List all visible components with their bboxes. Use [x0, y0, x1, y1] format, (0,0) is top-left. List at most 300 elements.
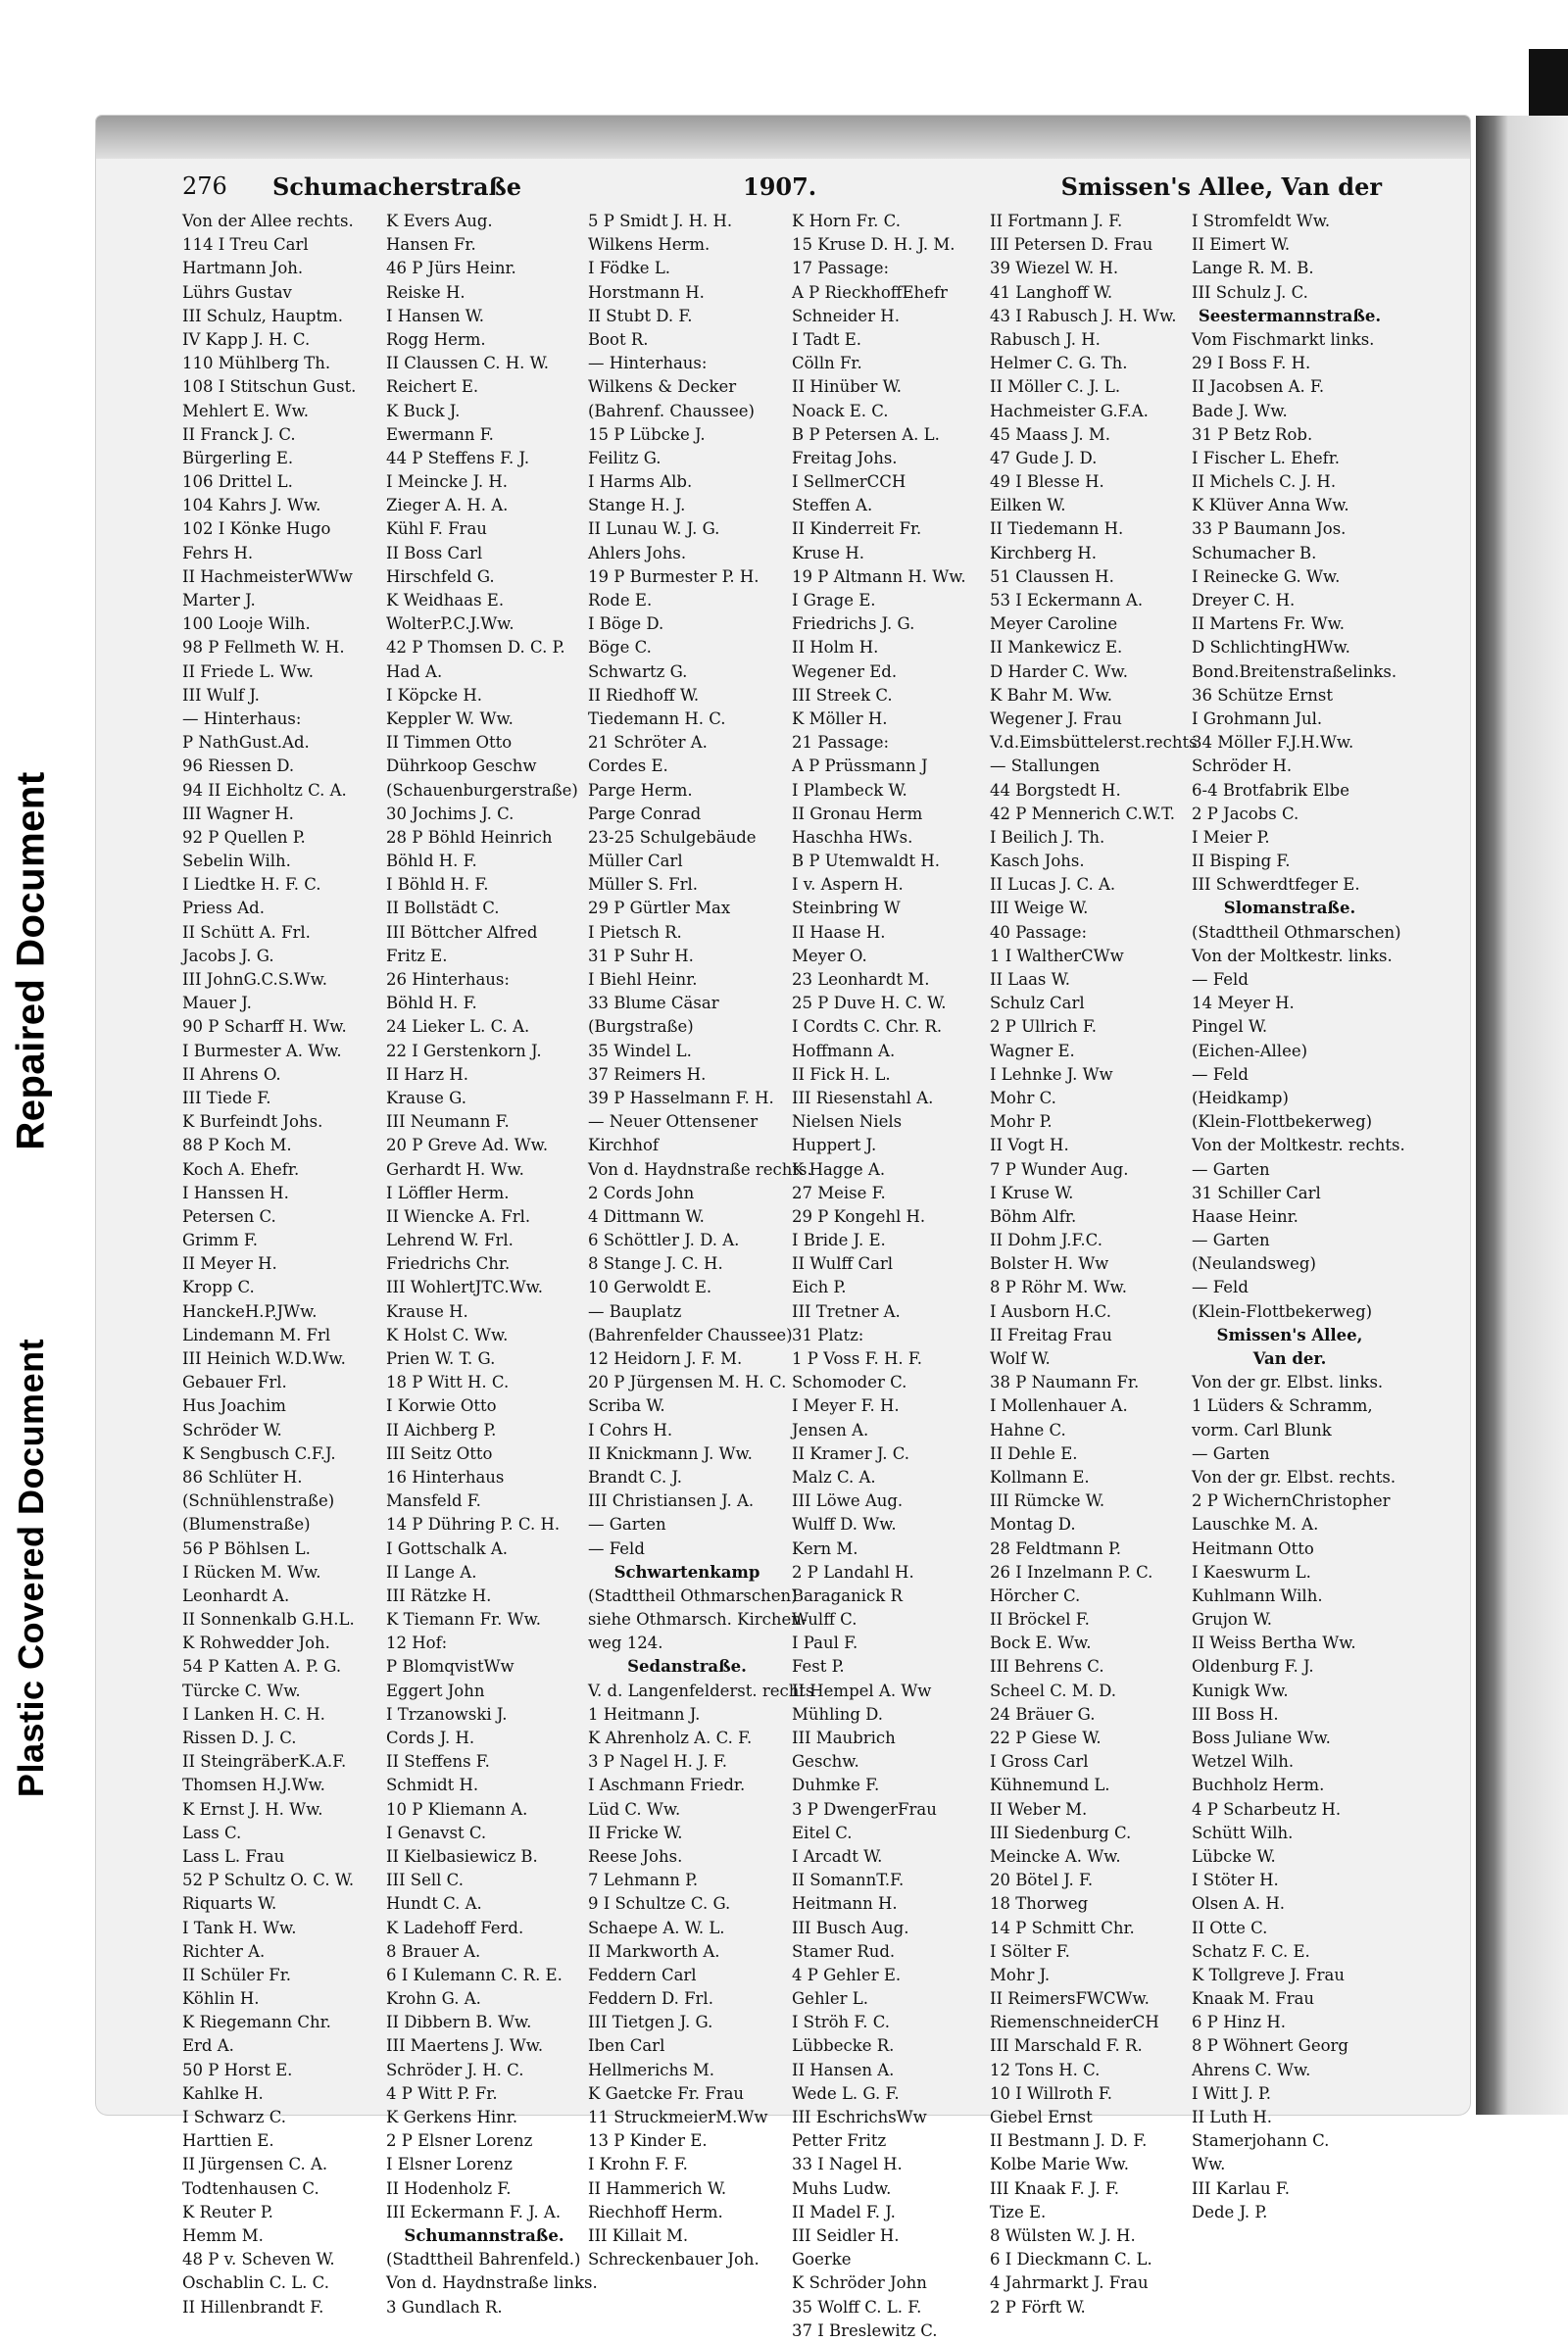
directory-entry: III Siedenburg C.: [990, 1823, 1132, 1842]
directory-entry: Keppler W. Ww.: [386, 708, 514, 728]
directory-entry: 98 P Fellmeth W. H.: [182, 638, 345, 658]
directory-entry: 54 P Katten A. P. G.: [182, 1657, 342, 1677]
directory-entry: I Reinecke G. Ww.: [1192, 566, 1341, 586]
directory-entry: Scheel C. M. D.: [990, 1681, 1117, 1700]
directory-entry: I Böge D.: [588, 614, 664, 634]
directory-entry: — Garten: [1192, 1443, 1270, 1463]
directory-entry: K Weidhaas E.: [386, 591, 505, 610]
directory-entry: I Beilich J. Th.: [990, 827, 1105, 847]
directory-entry: I Plambeck W.: [792, 780, 907, 800]
directory-entry: II Holm H.: [792, 638, 879, 658]
right-street-title: Smissen's Allee, Van der: [1060, 172, 1382, 201]
directory-entry: P NathGust.Ad.: [182, 733, 310, 753]
directory-entry: II Lucas J. C. A.: [990, 875, 1116, 895]
directory-entry: I Gottschalk A.: [386, 1538, 508, 1558]
directory-entry: 33 I Nagel H.: [792, 2155, 903, 2174]
directory-entry: IV Kapp J. H. C.: [182, 329, 311, 349]
directory-entry: 114 I Treu Carl: [182, 235, 309, 255]
directory-entry: 27 Meise F.: [792, 1183, 886, 1202]
directory-entry: Krohn G. A.: [386, 1989, 481, 2009]
directory-column-4: [792, 210, 984, 2340]
directory-entry: II Franck J. C.: [182, 424, 296, 444]
directory-entry: 15 P Lübcke J.: [588, 424, 706, 444]
directory-entry: Steffen A.: [792, 496, 873, 515]
directory-entry: Lass L. Frau: [182, 1846, 285, 1866]
directory-entry: weg 124.: [588, 1634, 663, 1653]
directory-entry: Wulff C.: [792, 1610, 858, 1630]
left-street-title: Schumacherstraße: [272, 172, 522, 201]
directory-entry: Baraganick R: [792, 1586, 903, 1605]
directory-entry: — Hinterhaus:: [182, 708, 302, 728]
directory-entry: (Stadttheil Bahrenfeld.): [386, 2250, 581, 2270]
directory-entry: 26 Hinterhaus:: [386, 970, 510, 989]
directory-entry: Meyer O.: [792, 946, 867, 965]
directory-entry: II Madel F. J.: [792, 2202, 896, 2221]
directory-entry: 44 Borgstedt H.: [990, 780, 1121, 800]
directory-entry: Hachmeister G.F.A.: [990, 401, 1149, 420]
directory-entry: 45 Maass J. M.: [990, 424, 1110, 444]
directory-entry: Geschw.: [792, 1752, 859, 1772]
directory-entry: 1 Heitmann J.: [588, 1704, 701, 1724]
directory-entry: 35 Wolff C. L. F.: [792, 2297, 922, 2317]
directory-entry: Nielsen Niels: [792, 1112, 903, 1132]
directory-entry: Boss Juliane Ww.: [1192, 1729, 1331, 1747]
directory-entry: II Dibbern B. Ww.: [386, 2013, 532, 2032]
directory-entry: 37 I Breslewitz C.: [792, 2320, 938, 2340]
directory-entry: II Kielbasiewicz B.: [386, 1846, 538, 1866]
directory-entry: 38 P Naumann Fr.: [990, 1373, 1140, 1392]
directory-entry: (Neulandsweg): [1192, 1254, 1316, 1274]
directory-entry: Böhm Alfr.: [990, 1206, 1077, 1226]
directory-entry: II Boss Carl: [386, 543, 483, 562]
directory-entry: II Mankewicz E.: [990, 638, 1123, 658]
directory-entry: II Steffens F.: [386, 1752, 490, 1772]
directory-entry: Scriba W.: [588, 1396, 665, 1416]
directory-entry: 94 II Eichholtz C. A.: [182, 780, 347, 800]
directory-entry: I Stöter H.: [1192, 1871, 1279, 1890]
directory-entry: Gerhardt H. Ww.: [386, 1159, 524, 1179]
directory-entry: Böhld H. F.: [386, 994, 477, 1013]
directory-entry: Von d. Haydnstraße rechts.: [588, 1159, 812, 1179]
directory-entry: I Liedtke H. F. C.: [182, 875, 321, 895]
directory-entry: 2 Cords John: [588, 1183, 695, 1202]
page-number: 276: [182, 172, 227, 200]
directory-entry: 90 P Scharff H. Ww.: [182, 1017, 347, 1037]
directory-entry: 88 P Koch M.: [182, 1136, 292, 1155]
directory-entry: K Gaetcke Fr. Frau: [588, 2083, 745, 2103]
directory-entry: II Weber M.: [990, 1799, 1088, 1819]
directory-entry: III Seidler H.: [792, 2225, 900, 2245]
directory-entry: I Witt J. P.: [1192, 2083, 1272, 2103]
directory-entry: I Tank H. Ww.: [182, 1918, 297, 1937]
directory-entry: 6-4 Brotfabrik Elbe: [1192, 780, 1349, 800]
directory-entry: Ahrens C. Ww.: [1192, 2060, 1311, 2079]
directory-entry: K Reuter P.: [182, 2202, 273, 2221]
directory-entry: 47 Gude J. D.: [990, 448, 1098, 467]
directory-entry: P BlomqvistWw: [386, 1657, 514, 1677]
directory-entry: Meincke A. Ww.: [990, 1846, 1121, 1866]
directory-entry: Eitel C.: [792, 1823, 853, 1842]
directory-entry: Kuhlmann Wilh.: [1192, 1586, 1323, 1605]
directory-entry: 33 P Baumann Jos.: [1192, 519, 1347, 539]
directory-entry: 26 I Inzelmann P. C.: [990, 1562, 1153, 1582]
directory-entry: K Evers Aug.: [386, 212, 493, 230]
directory-entry: 102 I Könke Hugo: [182, 519, 331, 539]
directory-entry: 3 P DwengerFrau: [792, 1799, 937, 1819]
directory-entry: (Schauenburgerstraße): [386, 780, 578, 800]
directory-entry: I Harms Alb.: [588, 472, 693, 492]
directory-entry: 2 P Ullrich F.: [990, 1017, 1097, 1037]
directory-column-5: [990, 210, 1198, 2317]
directory-entry: 31 Platz:: [792, 1325, 864, 1344]
directory-entry: 20 P Jürgensen M. H. C.: [588, 1373, 787, 1392]
directory-entry: Heitmann H.: [792, 1894, 898, 1914]
directory-entry: III Tietgen J. G.: [588, 2013, 713, 2032]
directory-entry: Haase Heinr.: [1192, 1206, 1298, 1226]
directory-entry: Freitag Johs.: [792, 448, 898, 467]
directory-entry: Kirchberg H.: [990, 543, 1098, 562]
directory-entry: 4 P Gehler E.: [792, 1965, 902, 1984]
directory-entry: 30 Jochims J. C.: [386, 804, 514, 823]
directory-entry: I Mollenhauer A.: [990, 1396, 1128, 1416]
directory-entry: II Möller C. J. L.: [990, 377, 1121, 397]
directory-entry: III Seitz Otto: [386, 1443, 493, 1463]
directory-entry: Schatz F. C. E.: [1192, 1941, 1310, 1961]
directory-entry: Lange R. M. B.: [1192, 259, 1314, 278]
directory-entry: Wilkens Herm.: [588, 235, 710, 255]
directory-entry: Goerke: [792, 2250, 852, 2270]
directory-entry: I Grage E.: [792, 591, 876, 610]
directory-entry: A P RieckhoffEhefr: [792, 282, 948, 302]
directory-entry: II Lunau W. J. G.: [588, 519, 720, 539]
directory-entry: I Pietsch R.: [588, 922, 682, 942]
directory-entry: Köhlin H.: [182, 1989, 260, 2009]
directory-entry: 6 I Kulemann C. R. E.: [386, 1965, 563, 1984]
street-heading: Sedanstraße.: [627, 1657, 747, 1677]
directory-entry: 31 P Betz Rob.: [1192, 424, 1313, 444]
directory-entry: Hartmann Joh.: [182, 259, 304, 278]
directory-entry: II Meyer H.: [182, 1254, 277, 1274]
directory-entry: Malz C. A.: [792, 1467, 876, 1487]
directory-entry: II Harz H.: [386, 1064, 468, 1084]
directory-entry: Schumacher B.: [1192, 543, 1317, 562]
directory-entry: Zieger A. H. A.: [386, 496, 509, 515]
directory-entry: Riquarts W.: [182, 1894, 277, 1914]
directory-entry: Hörcher C.: [990, 1586, 1081, 1605]
directory-entry: 14 P Dühring P. C. H.: [386, 1515, 561, 1535]
directory-entry: Noack E. C.: [792, 401, 889, 420]
directory-entry: Tiedemann H. C.: [588, 708, 726, 728]
directory-entry: Giebel Ernst: [990, 2108, 1093, 2126]
directory-entry: Erd A.: [182, 2036, 234, 2056]
directory-entry: II Ahrens O.: [182, 1064, 281, 1084]
directory-entry: Boot R.: [588, 329, 649, 349]
directory-entry: 41 Langhoff W.: [990, 282, 1113, 302]
directory-entry: I Burmester A. Ww.: [182, 1041, 342, 1060]
directory-entry: 31 P Suhr H.: [588, 946, 694, 965]
directory-entry: 28 P Böhld Heinrich: [386, 827, 553, 847]
directory-entry: K Burfeindt Johs.: [182, 1112, 323, 1132]
directory-entry: 48 P v. Scheven W.: [182, 2250, 335, 2270]
directory-entry: K Klüver Anna Ww.: [1192, 496, 1349, 515]
directory-entry: Feddern Carl: [588, 1965, 697, 1984]
directory-entry: Lauschke M. A.: [1192, 1515, 1319, 1535]
directory-entry: 2 P Elsner Lorenz: [386, 2131, 533, 2151]
directory-entry: D SchlichtingHWw.: [1192, 638, 1350, 658]
directory-entry: II Gronau Herm: [792, 804, 923, 823]
directory-entry: K Bahr M. Ww.: [990, 685, 1113, 705]
directory-entry: III JohnG.C.S.Ww.: [182, 970, 328, 989]
directory-entry: Meyer Caroline: [990, 614, 1118, 634]
directory-entry: Hemm M.: [182, 2225, 264, 2245]
directory-entry: Rode E.: [588, 591, 653, 610]
directory-entry: D Harder C. Ww.: [990, 661, 1128, 681]
directory-entry: Gebauer Frl.: [182, 1373, 287, 1392]
directory-entry: 16 Hinterhaus: [386, 1467, 505, 1487]
directory-entry: Schwartz G.: [588, 661, 688, 681]
directory-entry: 34 Möller F.J.H.Ww.: [1192, 733, 1354, 753]
directory-entry: Cordes E.: [588, 757, 668, 776]
directory-entry: 12 Tons H. C.: [990, 2060, 1101, 2079]
directory-entry: I SellmerCCH: [792, 472, 906, 492]
directory-entry: II Jacobsen A. F.: [1192, 377, 1325, 397]
directory-entry: Kolbe Marie Ww.: [990, 2155, 1129, 2174]
directory-entry: 42 P Mennerich C.W.T.: [990, 804, 1175, 823]
directory-entry: Wetzel Wilh.: [1192, 1752, 1295, 1772]
directory-entry: Haschha HWs.: [792, 827, 913, 847]
street-heading: Slomanstraße.: [1223, 899, 1356, 918]
directory-entry: Oldenburg F. J.: [1192, 1657, 1314, 1677]
directory-entry: Von der gr. Elbst. rechts.: [1192, 1467, 1396, 1487]
directory-entry: 8 Brauer A.: [386, 1941, 481, 1961]
directory-entry: Böhld H. F.: [386, 852, 477, 871]
directory-entry: — Neuer Ottensener: [588, 1112, 759, 1132]
directory-entry: III Killait M.: [588, 2225, 689, 2245]
directory-entry: I Arcadt W.: [792, 1846, 883, 1866]
directory-entry: V.d.Eimsbüttelerst.rechts: [990, 733, 1198, 753]
directory-entry: III Schwerdtfeger E.: [1192, 875, 1360, 895]
directory-entry: I Meier P.: [1192, 827, 1270, 847]
directory-entry: III Wagner H.: [182, 804, 294, 823]
directory-entry: Wede L. G. F.: [792, 2083, 900, 2103]
directory-entry: Riechhoff Herm.: [588, 2202, 723, 2221]
directory-entry: Reiske H.: [386, 282, 466, 302]
directory-entry: III Sell C.: [386, 1871, 464, 1890]
directory-entry: 11 StruckmeierM.Ww: [588, 2108, 768, 2126]
directory-entry: Krause H.: [386, 1301, 468, 1321]
directory-entry: 19 P Altmann H. Ww.: [792, 566, 966, 586]
directory-entry: 92 P Quellen P.: [182, 827, 306, 847]
directory-entry: II Stubt D. F.: [588, 306, 693, 325]
directory-entry: Cölln Fr.: [792, 354, 862, 373]
directory-entry: 6 Schöttler J. D. A.: [588, 1231, 740, 1250]
directory-entry: 19 P Burmester P. H.: [588, 566, 760, 586]
directory-entry: I Böhld H. F.: [386, 875, 489, 895]
directory-entry: II HachmeisterWWw: [182, 566, 353, 586]
directory-entry: 4 P Witt P. Fr.: [386, 2083, 498, 2103]
directory-entry: 50 P Horst E.: [182, 2060, 293, 2079]
directory-entry: 24 Lieker L. C. A.: [386, 1017, 530, 1037]
directory-entry: Von der gr. Elbst. links.: [1192, 1373, 1384, 1392]
directory-entry: Richter A.: [182, 1941, 266, 1961]
repaired-document-text: Repaired Document: [9, 770, 53, 1150]
directory-entry: II Knickmann J. Ww.: [588, 1443, 753, 1463]
directory-entry: Friedrichs Chr.: [386, 1254, 511, 1274]
directory-entry: I Krohn F. F.: [588, 2155, 688, 2174]
directory-entry: 46 P Jürs Heinr.: [386, 259, 516, 278]
directory-entry: I Tadt E.: [792, 329, 862, 349]
directory-entry: B P Petersen A. L.: [792, 424, 940, 444]
directory-entry: 10 I Willroth F.: [990, 2083, 1112, 2103]
directory-entry: — Garten: [1192, 1231, 1270, 1250]
directory-entry: siehe Othmarsch. Kirchen-: [588, 1610, 808, 1630]
directory-entry: Had A.: [386, 661, 443, 681]
directory-entry: I Korwie Otto: [386, 1396, 497, 1416]
directory-entry: Montag D.: [990, 1515, 1076, 1535]
directory-entry: II Timmen Otto: [386, 733, 513, 753]
directory-entry: Parge Conrad: [588, 804, 702, 823]
directory-entry: (Heidkamp): [1192, 1088, 1289, 1107]
directory-entry: Ww.: [1192, 2155, 1226, 2174]
directory-entry: K Holst C. Ww.: [386, 1325, 509, 1344]
directory-entry: Wulff D. Ww.: [792, 1515, 897, 1535]
street-heading: Schwartenkamp: [613, 1562, 760, 1582]
directory-entry: I Trzanowski J.: [386, 1704, 508, 1724]
directory-entry: 2 P Landahl H.: [792, 1562, 914, 1582]
directory-entry: II Vogt H.: [990, 1136, 1069, 1155]
directory-entry: Rogg Herm.: [386, 329, 486, 349]
directory-entry: 12 Heidorn J. F. M.: [588, 1349, 743, 1368]
directory-entry: Kruse H.: [792, 543, 864, 562]
directory-entry: Kern M.: [792, 1538, 858, 1558]
directory-entry: I Biehl Heinr.: [588, 970, 698, 989]
street-heading: Schumannstraße.: [404, 2225, 564, 2245]
directory-entry: Mansfeld F.: [386, 1491, 481, 1511]
directory-entry: III Heinich W.D.Ww.: [182, 1349, 346, 1368]
directory-entry: Duhmke F.: [792, 1776, 880, 1795]
directory-entry: Olsen A. H.: [1192, 1894, 1285, 1914]
directory-entry: II Kinderreit Fr.: [792, 519, 922, 539]
directory-entry: (Blumenstraße): [182, 1515, 311, 1535]
directory-entry: Bolster H. Ww: [990, 1254, 1109, 1274]
directory-entry: (Bahrenf. Chaussee): [588, 401, 755, 420]
directory-entry: III Busch Aug.: [792, 1918, 909, 1937]
directory-entry: — Garten: [588, 1515, 666, 1535]
directory-entry: 8 P Röhr M. Ww.: [990, 1278, 1127, 1297]
directory-entry: II Haase H.: [792, 922, 886, 942]
directory-entry: Kunigk Ww.: [1192, 1681, 1289, 1700]
directory-entry: Lehrend W. Frl.: [386, 1231, 514, 1250]
directory-entry: Hoffmann A.: [792, 1041, 896, 1060]
directory-entry: Schneider H.: [792, 306, 900, 325]
directory-entry: Schreckenbauer Joh.: [588, 2250, 760, 2270]
directory-entry: II Wulff Carl: [792, 1254, 894, 1274]
directory-entry: Wagner E.: [990, 1041, 1075, 1060]
directory-entry: Grimm F.: [182, 1231, 259, 1250]
directory-entry: 53 I Eckermann A.: [990, 591, 1144, 610]
directory-entry: Mehlert E. Ww.: [182, 401, 309, 420]
directory-entry: Feilitz G.: [588, 448, 662, 467]
directory-entry: Dreyer C. H.: [1192, 591, 1296, 610]
directory-entry: Sebelin Wilh.: [182, 852, 291, 871]
directory-entry: 4 P Scharbeutz H.: [1192, 1799, 1342, 1819]
directory-entry: II Fick H. L.: [792, 1064, 891, 1084]
directory-entry: 1 P Voss F. H. F.: [792, 1349, 922, 1368]
directory-entry: I Ausborn H.C.: [990, 1301, 1111, 1321]
directory-entry: I Fischer L. Ehefr.: [1192, 448, 1341, 467]
directory-entry: 29 I Boss F. H.: [1192, 354, 1311, 373]
directory-entry: Ahlers Johs.: [588, 543, 687, 562]
directory-entry: II Schütt A. Frl.: [182, 922, 311, 942]
directory-entry: Krause G.: [386, 1088, 466, 1107]
directory-entry: Kirchhof: [588, 1136, 660, 1155]
scanner-edge-corner: [1529, 49, 1568, 118]
directory-entry: 10 Gerwoldt E.: [588, 1278, 712, 1297]
directory-entry: II Bisping F.: [1192, 852, 1291, 871]
directory-entry: B P Utemwaldt H.: [792, 852, 940, 871]
street-heading: Smissen's Allee,: [1216, 1325, 1363, 1344]
page-header: [182, 172, 1382, 210]
directory-entry: Wegener J. Frau: [990, 708, 1122, 728]
directory-entry: K Tiemann Fr. Ww.: [386, 1610, 541, 1630]
directory-entry: 106 Drittel L.: [182, 472, 293, 492]
directory-entry: Stamerjohann C.: [1192, 2131, 1330, 2151]
directory-entry: Jacobs J. G.: [182, 946, 274, 965]
directory-entry: Petter Fritz: [792, 2131, 887, 2151]
directory-entry: Mühling D.: [792, 1704, 884, 1724]
page-top-edge: [96, 116, 1470, 159]
directory-entry: 2 P WichernChristopher: [1192, 1491, 1391, 1511]
directory-entry: (Burgstraße): [588, 1017, 694, 1037]
directory-entry: Feddern D. Frl.: [588, 1989, 713, 2009]
directory-entry: Bade J. Ww.: [1192, 401, 1288, 420]
directory-entry: 9 I Schultze C. G.: [588, 1894, 731, 1914]
directory-entry: II Wiencke A. Frl.: [386, 1206, 531, 1226]
directory-entry: K Gerkens Hinr.: [386, 2108, 518, 2126]
directory-entry: 18 P Witt H. C.: [386, 1373, 510, 1392]
directory-entry: Tize E.: [990, 2202, 1047, 2221]
directory-entry: Leonhardt A.: [182, 1586, 290, 1605]
directory-entry: 3 P Nagel H. J. F.: [588, 1752, 728, 1772]
directory-entry: Buchholz Herm.: [1192, 1776, 1325, 1795]
directory-entry: III Löwe Aug.: [792, 1491, 904, 1511]
directory-entry: 42 P Thomsen D. C. P.: [386, 638, 565, 658]
directory-entry: Marter J.: [182, 591, 256, 610]
directory-entry: III Christiansen J. A.: [588, 1491, 755, 1511]
directory-entry: — Stallungen: [990, 757, 1101, 776]
directory-entry: II Michels C. J. H.: [1192, 472, 1337, 492]
directory-entry: II Hammerich W.: [588, 2178, 727, 2198]
directory-entry: K Ernst J. H. Ww.: [182, 1799, 323, 1819]
directory-entry: Von der Allee rechts.: [182, 212, 354, 230]
directory-entry: RiemenschneiderCH: [990, 2013, 1159, 2032]
directory-entry: 8 Stange J. C. H.: [588, 1254, 723, 1274]
directory-entry: 96 Riessen D.: [182, 757, 295, 776]
directory-entry: Oschablin C. L. C.: [182, 2273, 329, 2293]
directory-entry: II Bröckel F.: [990, 1610, 1090, 1630]
directory-entry: 25 P Duve H. C. W.: [792, 994, 947, 1013]
directory-entry: III Streek C.: [792, 685, 893, 705]
directory-entry: Schomoder C.: [792, 1373, 907, 1392]
street-heading: Van der.: [1252, 1349, 1327, 1368]
directory-entry: I Gross Carl: [990, 1752, 1089, 1772]
directory-entry: III Wulf J.: [182, 685, 260, 705]
directory-entry: Schmidt H.: [386, 1776, 479, 1795]
directory-entry: 104 Kahrs J. Ww.: [182, 496, 321, 515]
directory-entry: Grujon W.: [1192, 1610, 1272, 1630]
directory-entry: II Schüler Fr.: [182, 1965, 292, 1984]
directory-entry: Kollmann E.: [990, 1467, 1090, 1487]
